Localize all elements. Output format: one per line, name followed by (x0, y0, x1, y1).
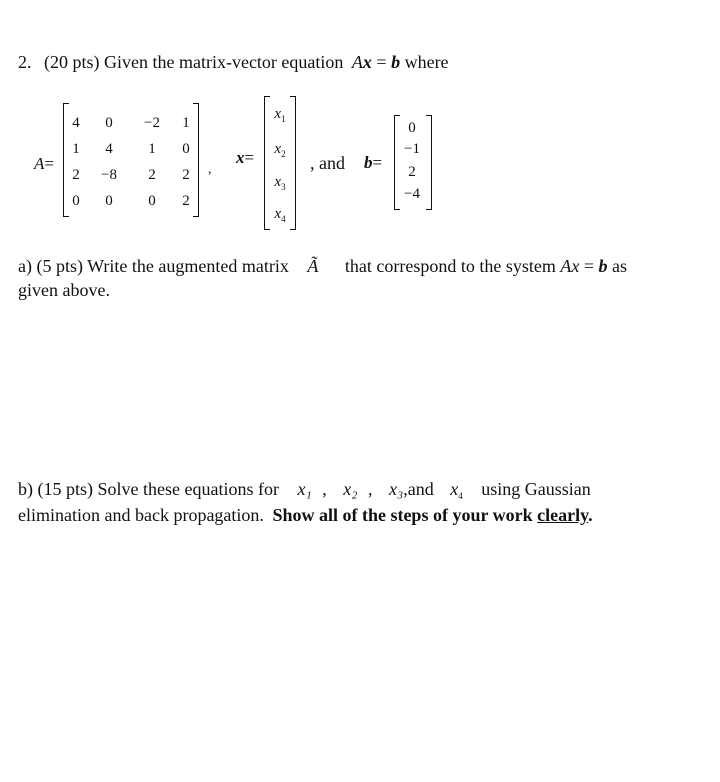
a-cell: 0 (72, 193, 80, 209)
part-a-line2: given above. (18, 280, 110, 300)
comma-after-a: , (208, 162, 212, 177)
a-cell: 0 (105, 115, 113, 131)
part-a-lead: a) (5 pts) Write the augmented matrix (18, 256, 289, 276)
header-eq-equals: = (371, 52, 392, 72)
a-cell: 2 (72, 167, 80, 183)
x-entry: $x_3$ (274, 174, 286, 192)
a-cell: 2 (182, 167, 190, 183)
part-b-period: . (588, 505, 593, 525)
a-cell: 2 (182, 193, 190, 209)
b-entry: −1 (404, 141, 420, 157)
var-x4: $x_4$ (450, 479, 463, 501)
a-cell: 1 (148, 141, 156, 157)
comma-and: , and (310, 153, 345, 173)
x-entry: $x_2$ (274, 141, 286, 159)
part-b-clearly: clearly (537, 505, 589, 525)
a-cell: −2 (144, 115, 160, 131)
var-x1: x₁ (297, 479, 312, 499)
part-a-b: b (598, 256, 608, 276)
header-eq-x: x (362, 52, 372, 72)
part-a-mid: that correspond to the system (344, 256, 556, 276)
b-entry: −4 (404, 186, 420, 202)
a-cell: 2 (148, 167, 156, 183)
var-x2: x₂ (343, 479, 358, 499)
x-entry: $x_1$ (274, 106, 286, 124)
b-entry: 2 (408, 164, 416, 180)
question-header (18, 52, 449, 73)
vector-x (264, 96, 296, 230)
a-cell: 0 (105, 193, 113, 209)
matrix-a (63, 103, 199, 217)
a-cell: 0 (182, 141, 190, 157)
and-text: ,and (403, 479, 434, 499)
a-cell: −8 (101, 167, 117, 183)
part-a-tail: as (611, 256, 627, 276)
matrix-a-label: A= (34, 154, 54, 173)
a-cell: 1 (72, 141, 80, 157)
a-cell: 4 (72, 115, 80, 131)
header-where: where (404, 52, 449, 72)
part-b-line2-bold: Show all of the steps of your work (272, 505, 533, 525)
question-header-text: (20 pts) Given the matrix-vector equation (44, 52, 344, 72)
part-b-lead: b) (15 pts) Solve these equations for (18, 479, 279, 499)
vector-b (394, 115, 432, 210)
part-b-line2 (18, 505, 593, 526)
a-tilde: Ã (307, 256, 319, 276)
comma: , (322, 479, 327, 499)
part-a-eq: = (579, 256, 599, 276)
a-cell: 1 (182, 115, 190, 131)
part-b-line1 (18, 479, 591, 500)
vector-b-label: b= (364, 153, 383, 172)
header-eq-b: b (391, 52, 401, 72)
part-b-line2-lead: elimination and back propagation. (18, 505, 264, 525)
b-entry: 0 (408, 120, 416, 136)
part-a-Ax: Ax (560, 256, 580, 276)
a-cell: 0 (148, 193, 156, 209)
comma: , (367, 479, 373, 499)
var-x3: x₃ (388, 479, 404, 499)
part-b-tail: using Gaussian (481, 479, 591, 499)
x-entry: $x_4$ (274, 206, 286, 224)
question-number: 2. (18, 52, 32, 72)
header-eq-A: A (351, 52, 363, 72)
vector-x-label: x= (236, 148, 255, 167)
a-cell: 4 (105, 141, 113, 157)
part-a-line1 (18, 256, 627, 277)
